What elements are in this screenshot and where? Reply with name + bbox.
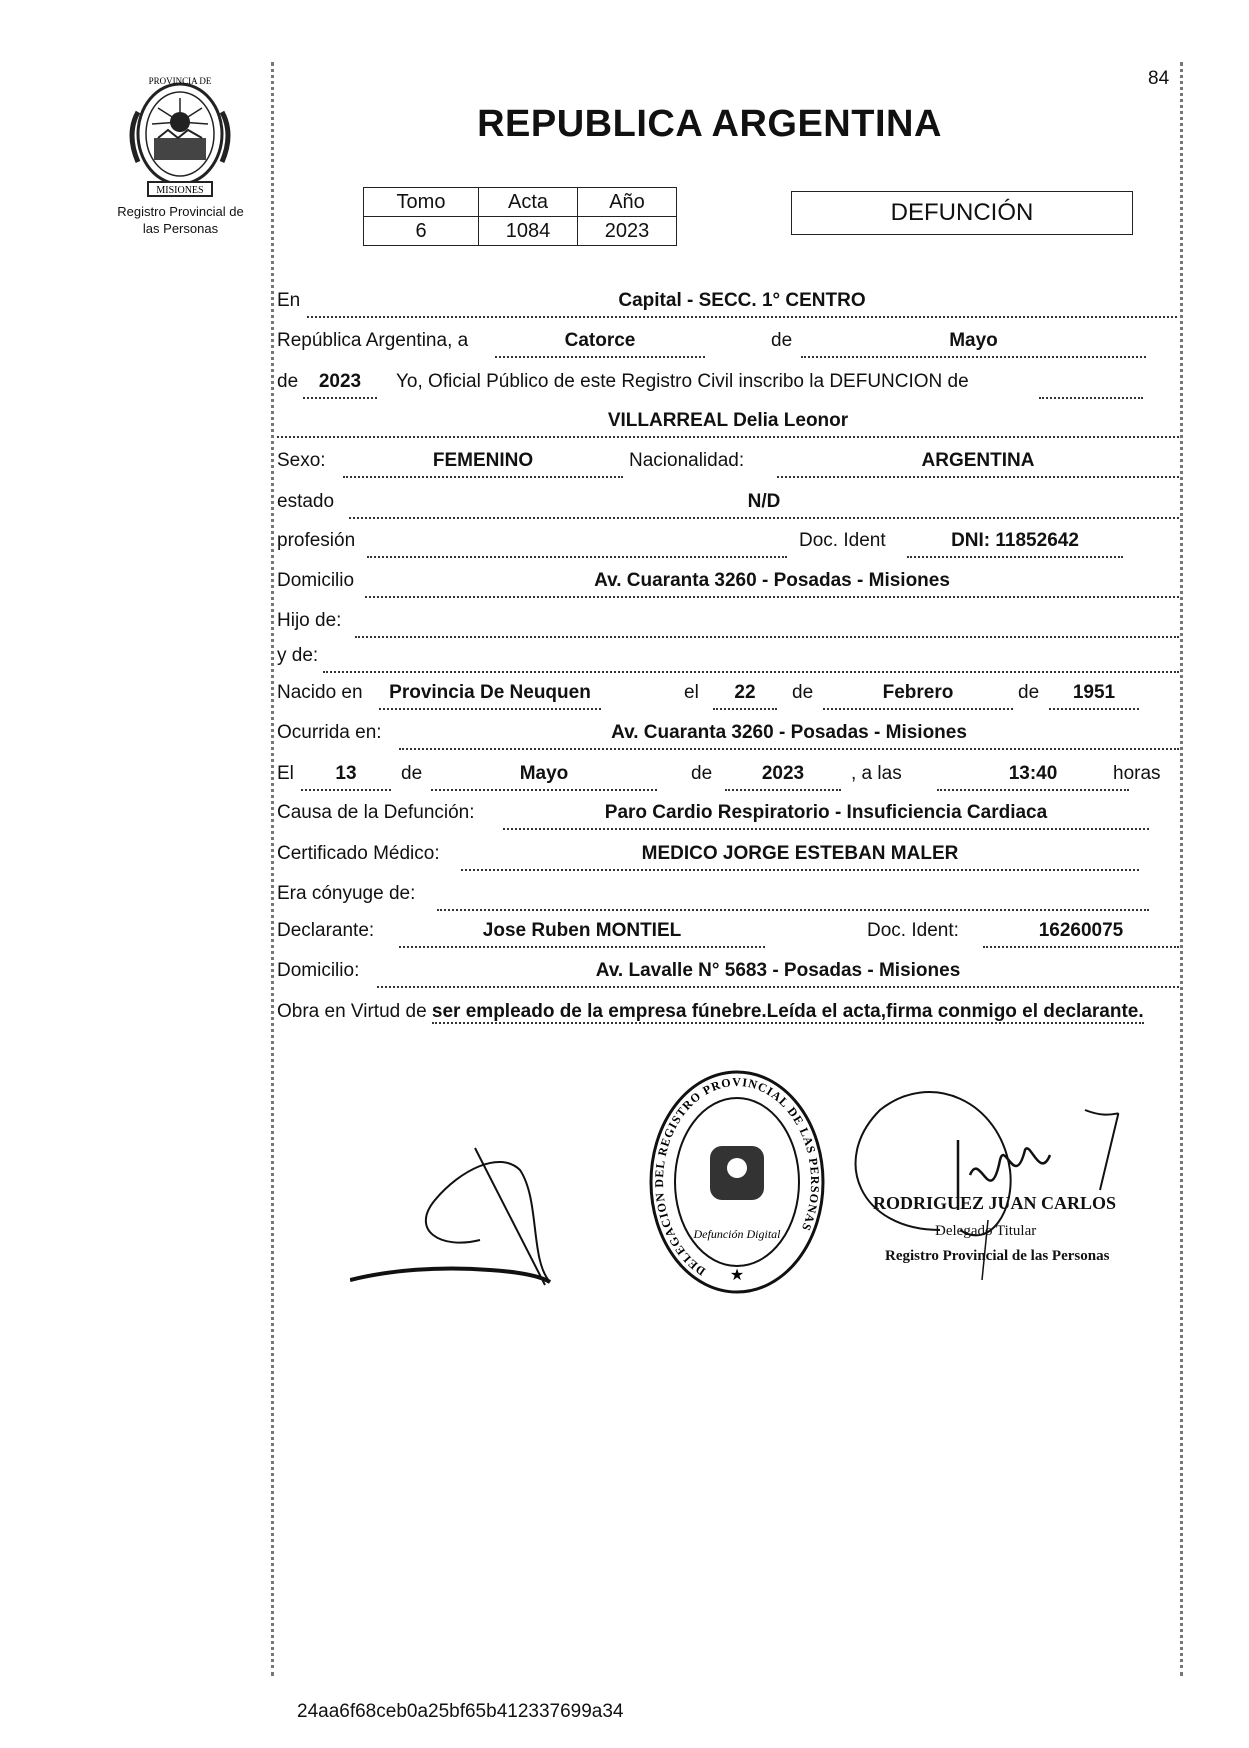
dia-value: Catorce: [495, 330, 705, 358]
def-anio: 2023: [725, 763, 841, 791]
declarante-value: Jose Ruben MONTIEL: [399, 920, 765, 948]
signatory-name: RODRIGUEZ JUAN CARLOS: [873, 1193, 1117, 1213]
doc-ident2-value: 16260075: [983, 920, 1179, 948]
sexo-label: Sexo:: [277, 450, 326, 471]
obra-value: ser empleado de la empresa fúnebre.Leída el acta,firma conmigo el declarante.: [431, 1001, 1144, 1022]
nacido-value: Provincia De Neuquen: [379, 682, 601, 710]
register-value-row: [364, 217, 677, 246]
causa-value: Paro Cardio Respiratorio - Insuficiencia Cardiaca: [503, 802, 1149, 830]
row-domicilio2: [277, 960, 1179, 992]
nacionalidad-label: Nacionalidad:: [629, 450, 745, 471]
oficial-blank: [1039, 371, 1143, 399]
nac-dia: 22: [713, 682, 777, 710]
register-value-tomo: 6: [364, 217, 479, 246]
doc-ident-value: DNI: 11852642: [907, 530, 1123, 558]
declarante-signature: [350, 1140, 590, 1300]
certificado-label: Certificado Médico:: [277, 843, 440, 864]
profesion-label: profesión: [277, 530, 356, 551]
stamp-inner-text: Defunción Digital: [693, 1227, 781, 1241]
hijo-label: Hijo de:: [277, 610, 342, 631]
row-domicilio: [277, 570, 1179, 602]
row-republica: [277, 330, 1179, 362]
row-estado: [277, 491, 1179, 523]
domicilio2-value: Av. Lavalle N° 5683 - Posadas - Misiones: [377, 960, 1179, 988]
row-causa: [277, 802, 1179, 834]
register-table: [363, 187, 677, 246]
nac-anio: 1951: [1049, 682, 1139, 710]
nacido-label: Nacido en: [277, 682, 363, 703]
estado-value: N/D: [349, 491, 1179, 519]
de1-label: de: [792, 682, 814, 703]
ocurrida-label: Ocurrida en:: [277, 722, 382, 743]
oficial-text: Yo, Oficial Público de este Registro Civil inscribo la DEFUNCION de: [396, 371, 969, 392]
stamp-ring-text: DELEGACION DEL REGISTRO PROVINCIAL DE LAS PERSONAS: [652, 1074, 823, 1279]
doc-ident2-label: Doc. Ident:: [867, 920, 959, 941]
page-number: 84: [1148, 68, 1170, 89]
de3-label: de: [401, 763, 423, 784]
declarante-label: Declarante:: [277, 920, 375, 941]
signatory-role: Delegado Titular: [935, 1223, 1037, 1239]
def-hora: 13:40: [937, 763, 1129, 791]
horas-label: horas: [1113, 763, 1161, 784]
el-label: el: [684, 682, 699, 703]
def-mes: Mayo: [431, 763, 657, 791]
anio-prefix: de: [277, 371, 299, 392]
el2-label: El: [277, 763, 294, 784]
register-header-anio: Año: [578, 188, 677, 217]
register-header-acta: Acta: [479, 188, 578, 217]
profesion-value: [367, 530, 787, 558]
registro-provincial-stamp: [648, 1068, 826, 1296]
row-profesion: [277, 530, 1179, 562]
estado-label: estado: [277, 491, 335, 512]
yde-value: [323, 645, 1179, 673]
nacionalidad-value: ARGENTINA: [777, 450, 1179, 478]
sexo-value: FEMENINO: [343, 450, 623, 478]
row-certificado: [277, 843, 1179, 875]
obra-en-virtud: [277, 996, 1172, 1028]
conyuge-label: Era cónyuge de:: [277, 883, 416, 904]
de4-label: de: [691, 763, 713, 784]
row-declarante: [277, 920, 1179, 952]
register-header-row: [364, 188, 677, 217]
republica-label: República Argentina, a: [277, 330, 469, 351]
doc-ident-label: Doc. Ident: [799, 530, 886, 551]
anio-value: 2023: [303, 371, 377, 399]
page-title: REPUBLICA ARGENTINA: [477, 103, 942, 145]
row-en: [277, 290, 1179, 322]
stamp-star-icon: ★: [729, 1267, 745, 1284]
logo-caption: Registro Provincial de las Personas: [117, 204, 244, 236]
domicilio-value: Av. Cuaranta 3260 - Posadas - Misiones: [365, 570, 1179, 598]
row-ocurrida: [277, 722, 1179, 754]
signatory-office: Registro Provincial de las Personas: [885, 1248, 1110, 1264]
row-hijo: [277, 610, 1179, 642]
yde-label: y de:: [277, 645, 319, 666]
nac-mes: Febrero: [823, 682, 1013, 710]
crest-text-bottom: MISIONES: [156, 185, 204, 196]
row-nombre: [277, 410, 1179, 442]
domicilio2-label: Domicilio:: [277, 960, 360, 981]
row-fecha-defuncion: [277, 763, 1179, 795]
def-dia: 13: [301, 763, 391, 791]
document-hash: 24aa6f68ceb0a25bf65b412337699a34: [297, 1701, 624, 1722]
row-nacido: [277, 682, 1179, 714]
domicilio-label: Domicilio: [277, 570, 355, 591]
causa-label: Causa de la Defunción:: [277, 802, 475, 823]
conyuge-value: [437, 883, 1149, 911]
alas-label: , a las: [851, 763, 902, 784]
certificado-value: MEDICO JORGE ESTEBAN MALER: [461, 843, 1139, 871]
row-anio: [277, 371, 1179, 403]
document-type-box: DEFUNCIÓN: [791, 191, 1133, 235]
left-margin-rule: [271, 62, 274, 1676]
de-label: de: [771, 330, 793, 351]
register-value-anio: 2023: [578, 217, 677, 246]
mes-value: Mayo: [801, 330, 1146, 358]
nombre-value: VILLARREAL Delia Leonor: [277, 410, 1179, 438]
hijo-value: [355, 610, 1179, 638]
row-yde: [277, 645, 1179, 677]
de2-label: de: [1018, 682, 1040, 703]
en-value: Capital - SECC. 1° CENTRO: [307, 290, 1177, 318]
obra-label: Obra en Virtud de: [277, 1001, 427, 1022]
ocurrida-value: Av. Cuaranta 3260 - Posadas - Misiones: [399, 722, 1179, 750]
register-header-tomo: Tomo: [364, 188, 479, 217]
row-sexo: [277, 450, 1179, 482]
crest-text-top: PROVINCIA DE: [148, 76, 212, 86]
row-conyuge: [277, 883, 1179, 915]
right-margin-rule: [1180, 62, 1183, 1676]
en-label: En: [277, 290, 301, 311]
register-value-acta: 1084: [479, 217, 578, 246]
